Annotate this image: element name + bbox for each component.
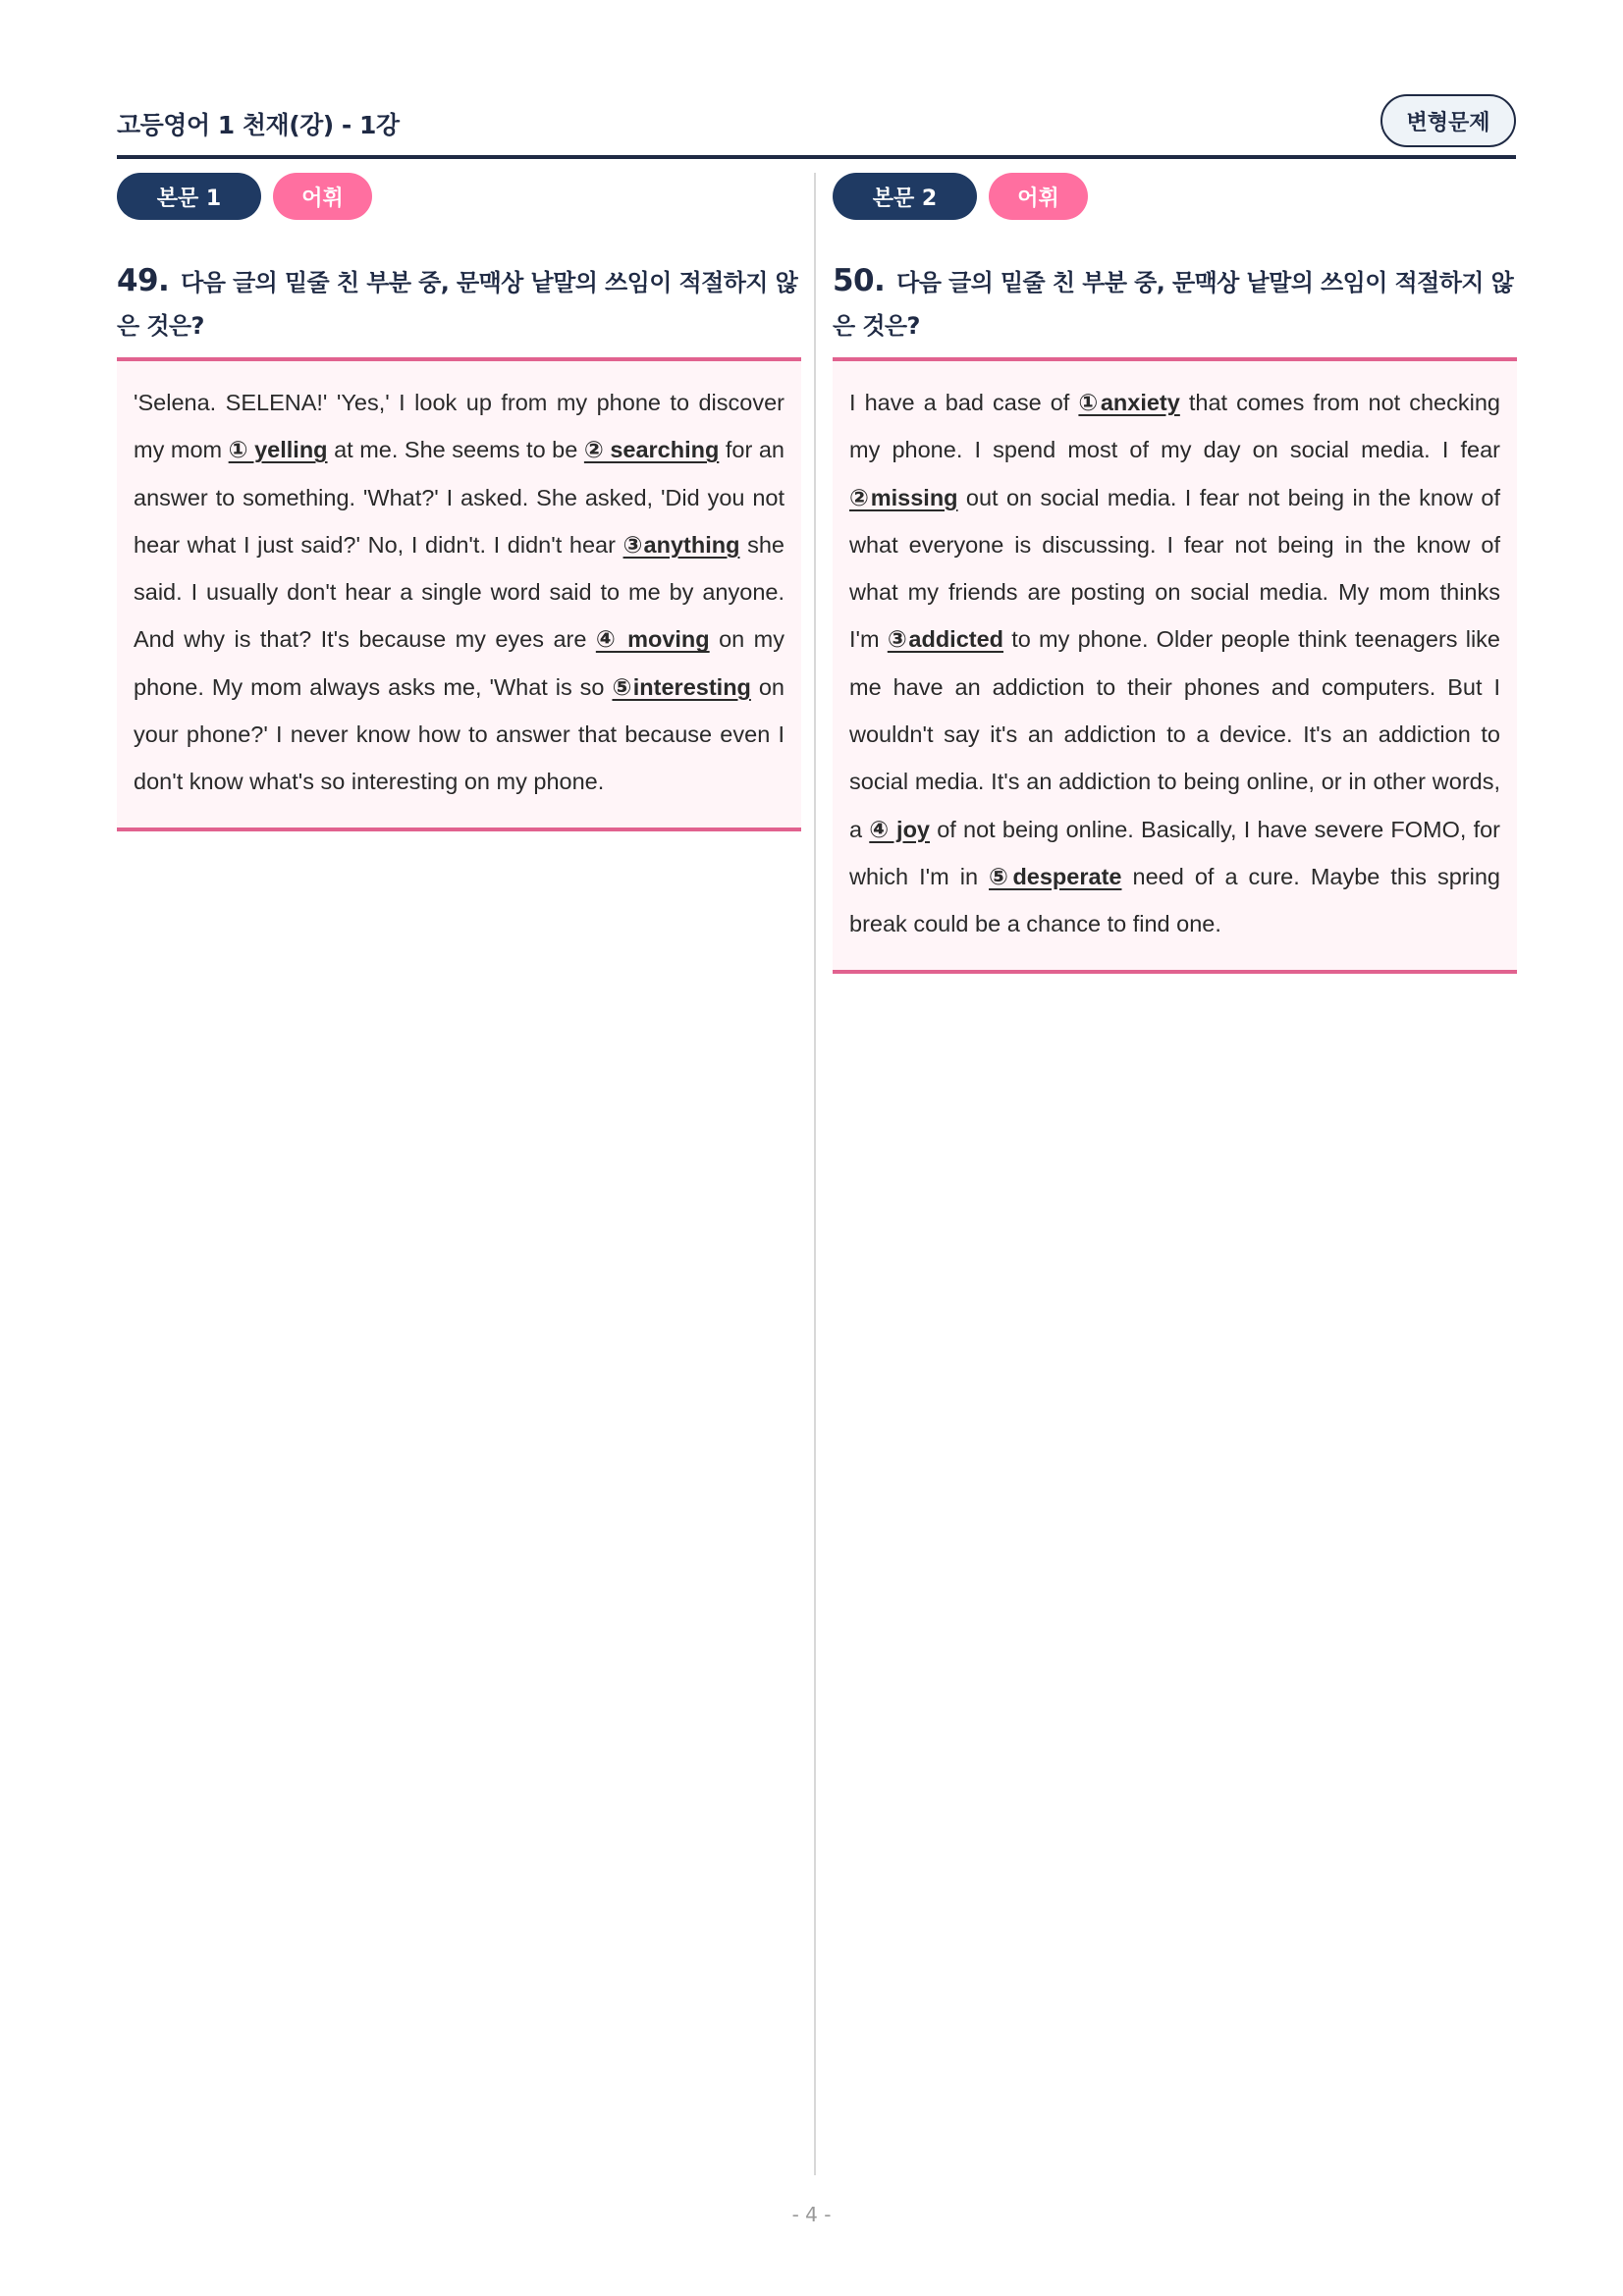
passage-tag: 본문 2	[833, 173, 977, 220]
page-title: 고등영어 1 천재(강) - 1강	[117, 111, 400, 139]
passage-text: need of a cure. Maybe this spring break could be a chance to find one.	[849, 863, 1500, 937]
question-49-tags	[117, 173, 801, 222]
passage-text: on my phone. My mom always asks me, 'What is so	[134, 626, 784, 700]
question-number: 50.	[833, 263, 886, 298]
passage-text: that comes from not checking my phone. I spend most of my day on social media. I fear	[849, 390, 1500, 463]
question-50-column	[833, 173, 1517, 974]
choice-5: ⑤interesting	[612, 673, 751, 700]
choice-3: ③addicted	[887, 626, 1004, 653]
passage-tag: 본문 1	[117, 173, 261, 220]
vocabulary-tag: 어휘	[273, 173, 372, 220]
choice-2: ② searching	[583, 437, 720, 463]
choice-5: ⑤desperate	[989, 863, 1122, 889]
passage-text: at me. She seems to be	[327, 437, 584, 463]
question-49-column	[117, 173, 801, 831]
page-header	[117, 94, 1516, 159]
passage-text: to my phone. Older people think teenagers like me have an addiction to their phones and computers. But I wouldn't say it's an addiction to a device. It's an addiction to social media. It's an addiction to being online, or in other words, a	[849, 626, 1500, 842]
passage-text: of not being online. Basically, I have severe FOMO, for which I'm in	[849, 816, 1501, 889]
passage-text: on your phone?' I never know how to answer that because even I don't know what's so interesting on my phone.	[134, 673, 784, 795]
passage-text: for an answer to something. 'What?' I asked. She asked, 'Did you not hear what I just said?' No, I didn't. I didn't hear	[134, 437, 784, 558]
vocabulary-tag: 어휘	[989, 173, 1088, 220]
question-49-passage	[117, 357, 801, 831]
question-text: 다음 글의 밑줄 친 부분 중, 문맥상 낱말의 쓰임이 적절하지 않은 것은?	[117, 269, 798, 340]
passage-text: 'Selena. SELENA!' 'Yes,' I look up from my phone to discover my mom	[134, 390, 784, 463]
choice-1: ① yelling	[228, 437, 328, 463]
choice-4: ④ moving	[595, 626, 710, 653]
question-number: 49.	[117, 263, 170, 298]
passage-text: she said. I usually don't hear a single word said to me by anyone. And why is that? It's because my eyes are	[134, 531, 784, 653]
question-text: 다음 글의 밑줄 친 부분 중, 문맥상 낱말의 쓰임이 적절하지 않은 것은?	[833, 269, 1514, 340]
page-number: - 4 -	[791, 2203, 832, 2226]
choice-2: ②missing	[849, 484, 958, 510]
question-50-tags	[833, 173, 1517, 222]
question-type-badge: 변형문제	[1380, 94, 1516, 147]
question-50-prompt	[833, 259, 1517, 347]
passage-text: I have a bad case of	[849, 390, 1079, 415]
column-divider	[814, 173, 816, 2175]
question-50-passage	[833, 357, 1517, 974]
choice-4: ④ joy	[869, 816, 931, 842]
choice-1: ①anxiety	[1078, 390, 1180, 415]
question-49-prompt	[117, 259, 801, 347]
passage-text: out on social media. I fear not being in the know of what everyone is discussing. I fear not being in the know of what my friends are posting on social media. My mom thinks I'm	[849, 484, 1500, 653]
choice-3: ③anything	[622, 531, 740, 558]
